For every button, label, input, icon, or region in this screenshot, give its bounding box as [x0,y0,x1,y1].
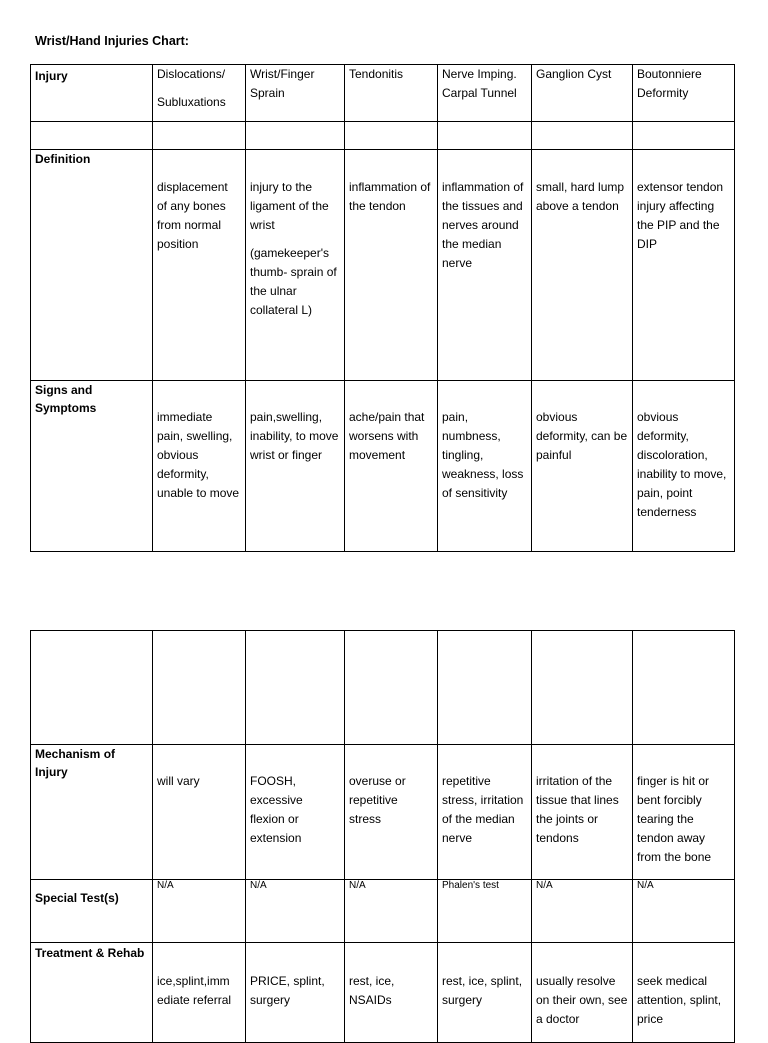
special-test-cell: Phalen's test [438,880,532,943]
treatment-cell: seek medical attention, splint, price [633,943,735,1043]
injury-header: Injury [31,65,153,122]
special-test-cell: N/A [246,880,345,943]
definition-cell: displacement of any bones from normal position [153,150,246,381]
special-test-cell: N/A [345,880,438,943]
special-test-cell: N/A [532,880,633,943]
injuries-table-top [30,64,735,552]
empty-cell [345,122,438,150]
signs-cell: obvious deformity, can be painful [532,381,633,552]
col-header-tendonitis: Tendonitis [345,65,438,122]
definition-cell: inflammation of the tissues and nerves around the median nerve [438,150,532,381]
definition-cell: small, hard lump above a tendon [532,150,633,381]
definition-cell: inflammation of the tendon [345,150,438,381]
mechanism-row [31,745,735,880]
empty-cell [153,122,246,150]
treatment-row [31,943,735,1043]
treatment-cell: usually resolve on their own, see a doctor [532,943,633,1043]
empty-cell [31,122,153,150]
empty-cell [345,631,438,745]
definition-sprain-text: injury to the ligament of the wrist [250,180,329,232]
header-row [31,65,735,122]
special-test-row [31,880,735,943]
special-test-cell: N/A [633,880,735,943]
signs-cell: ache/pain that worsens with movement [345,381,438,552]
signs-cell: immediate pain, swelling, obvious deformity, unable to move [153,381,246,552]
treatment-label: Treatment & Rehab [31,943,153,1043]
special-test-cell: N/A [153,880,246,943]
signs-cell: pain, numbness, tingling, weakness, loss of sensitivity [438,381,532,552]
empty-cell [633,122,735,150]
treatment-cell: rest, ice, splint, surgery [438,943,532,1043]
definition-row [31,150,735,381]
mechanism-cell: repetitive stress, irritation of the median nerve [438,745,532,880]
blank-row [31,631,735,745]
special-test-label: Special Test(s) [31,880,153,943]
mechanism-cell: will vary [153,745,246,880]
mechanism-cell: FOOSH, excessive flexion or extension [246,745,345,880]
treatment-cell: PRICE, splint, surgery [246,943,345,1043]
signs-label: Signs and Symptoms [31,381,153,552]
treatment-cell: rest, ice, NSAIDs [345,943,438,1043]
definition-label: Definition [31,150,153,381]
empty-cell [31,631,153,745]
empty-cell [633,631,735,745]
definition-sprain-note: (gamekeeper's thumb- sprain of the ulnar collateral L) [250,246,337,317]
col-header-dislocations-line2: Subluxations [157,95,226,109]
mechanism-cell: irritation of the tissue that lines the joints or tendons [532,745,633,880]
empty-cell [532,631,633,745]
signs-row [31,381,735,552]
col-header-dislocations-line1: Dislocations/ [157,67,226,81]
col-header-boutonniere: Boutonniere Deformity [633,65,735,122]
signs-cell: pain,swelling, inability, to move wrist or finger [246,381,345,552]
empty-cell [153,631,246,745]
col-header-ganglion: Ganglion Cyst [532,65,633,122]
treatment-cell: ice,splint,imm ediate referral [153,943,246,1043]
spacer-row [31,122,735,150]
injuries-table-bottom [30,630,735,1043]
col-header-sprain: Wrist/Finger Sprain [246,65,345,122]
empty-cell [532,122,633,150]
col-header-carpal-tunnel: Nerve Imping. Carpal Tunnel [438,65,532,122]
mechanism-label: Mechanism of Injury [31,745,153,880]
mechanism-cell: finger is hit or bent forcibly tearing the tendon away from the bone [633,745,735,880]
col-header-dislocations [153,65,246,122]
signs-cell: obvious deformity, discoloration, inability to move, pain, point tenderness [633,381,735,552]
definition-cell-sprain [246,150,345,381]
definition-cell: extensor tendon injury affecting the PIP and the DIP [633,150,735,381]
empty-cell [438,631,532,745]
page-title: Wrist/Hand Injuries Chart: [35,34,189,48]
empty-cell [246,631,345,745]
empty-cell [246,122,345,150]
mechanism-cell: overuse or repetitive stress [345,745,438,880]
empty-cell [438,122,532,150]
